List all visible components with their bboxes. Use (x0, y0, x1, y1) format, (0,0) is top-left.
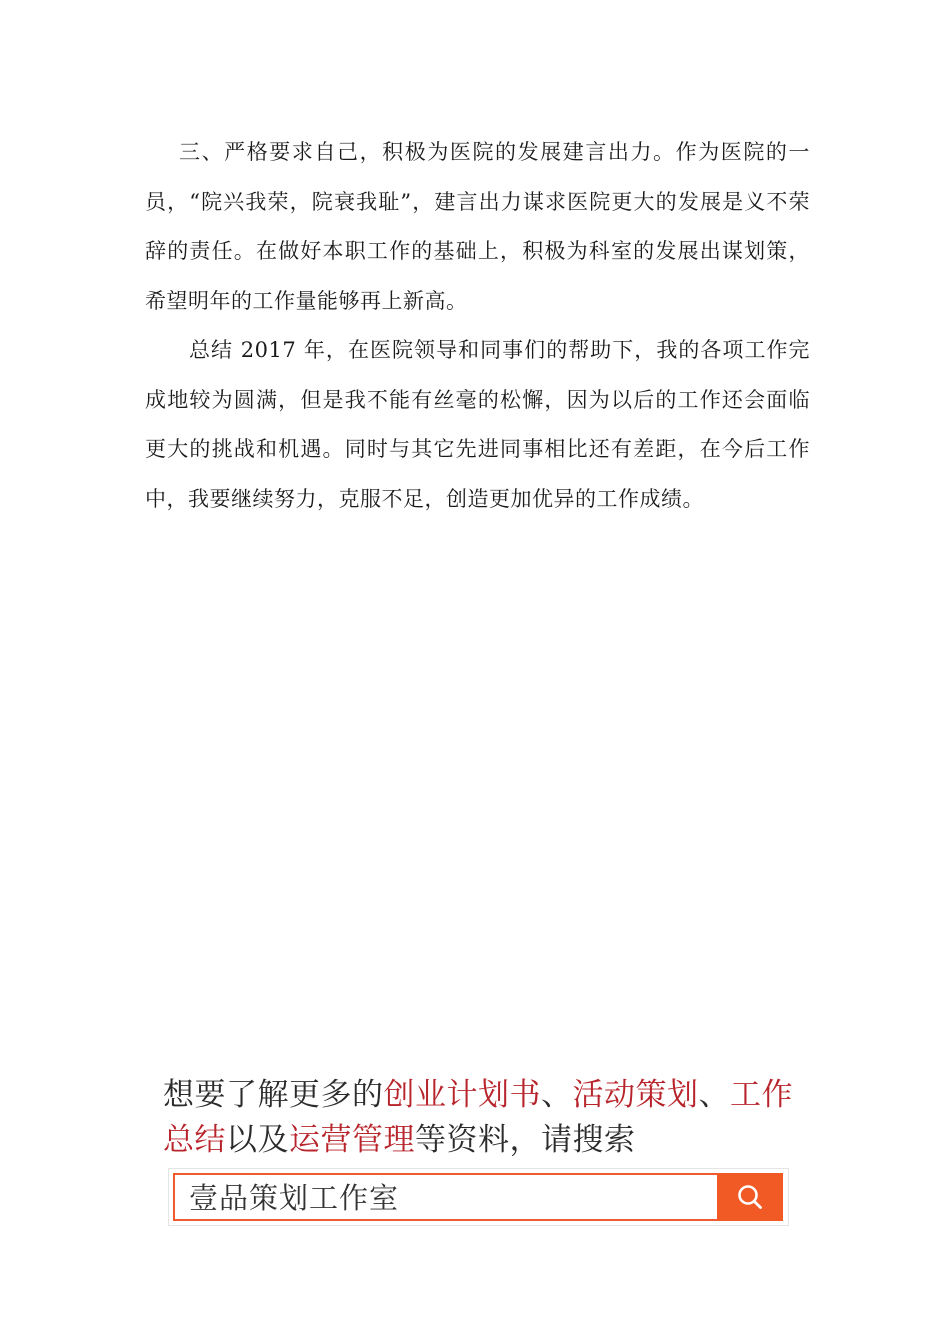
promo-link-event-planning[interactable]: 活动策划 (572, 1077, 699, 1113)
promo-link-work-summary[interactable]: 工作总结 (163, 1077, 793, 1158)
search-icon (736, 1183, 764, 1211)
search-input-value: 壹品策划工作室 (189, 1181, 400, 1215)
promo-banner (163, 1073, 803, 1163)
search-button[interactable] (717, 1173, 783, 1221)
promo-suffix: 等资料，请搜索 (415, 1122, 636, 1158)
search-input[interactable] (173, 1173, 717, 1221)
search-bar (168, 1168, 789, 1226)
promo-prefix: 想要了解更多的 (163, 1077, 384, 1113)
paragraph-1: 三、严格要求自己，积极为医院的发展建言出力。作为医院的一员，“院兴我荣，院衰我耻”，建言出力谋求医院更大的发展是义不荣辞的责任。在做好本职工作的基础上，积极为科室的发展出谋划策，希望明年的工作量能够再上新高。 (145, 140, 810, 313)
promo-link-operations[interactable]: 运营管理 (289, 1122, 415, 1158)
paragraph-2: 总结 2017 年，在医院领导和同事们的帮助下，我的各项工作完成地较为圆满，但是我不能有丝毫的松懈，因为以后的工作还会面临更大的挑战和机遇。同时与其它先进同事相比还有差距，在今后工作中，我要继续努力，克服不足，创造更加优异的工作成绩。 (145, 338, 810, 511)
promo-middle: 以及 (226, 1122, 289, 1158)
promo-separator: 、 (698, 1077, 730, 1113)
promo-separator: 、 (541, 1077, 573, 1113)
promo-link-business-plan[interactable]: 创业计划书 (383, 1077, 541, 1113)
